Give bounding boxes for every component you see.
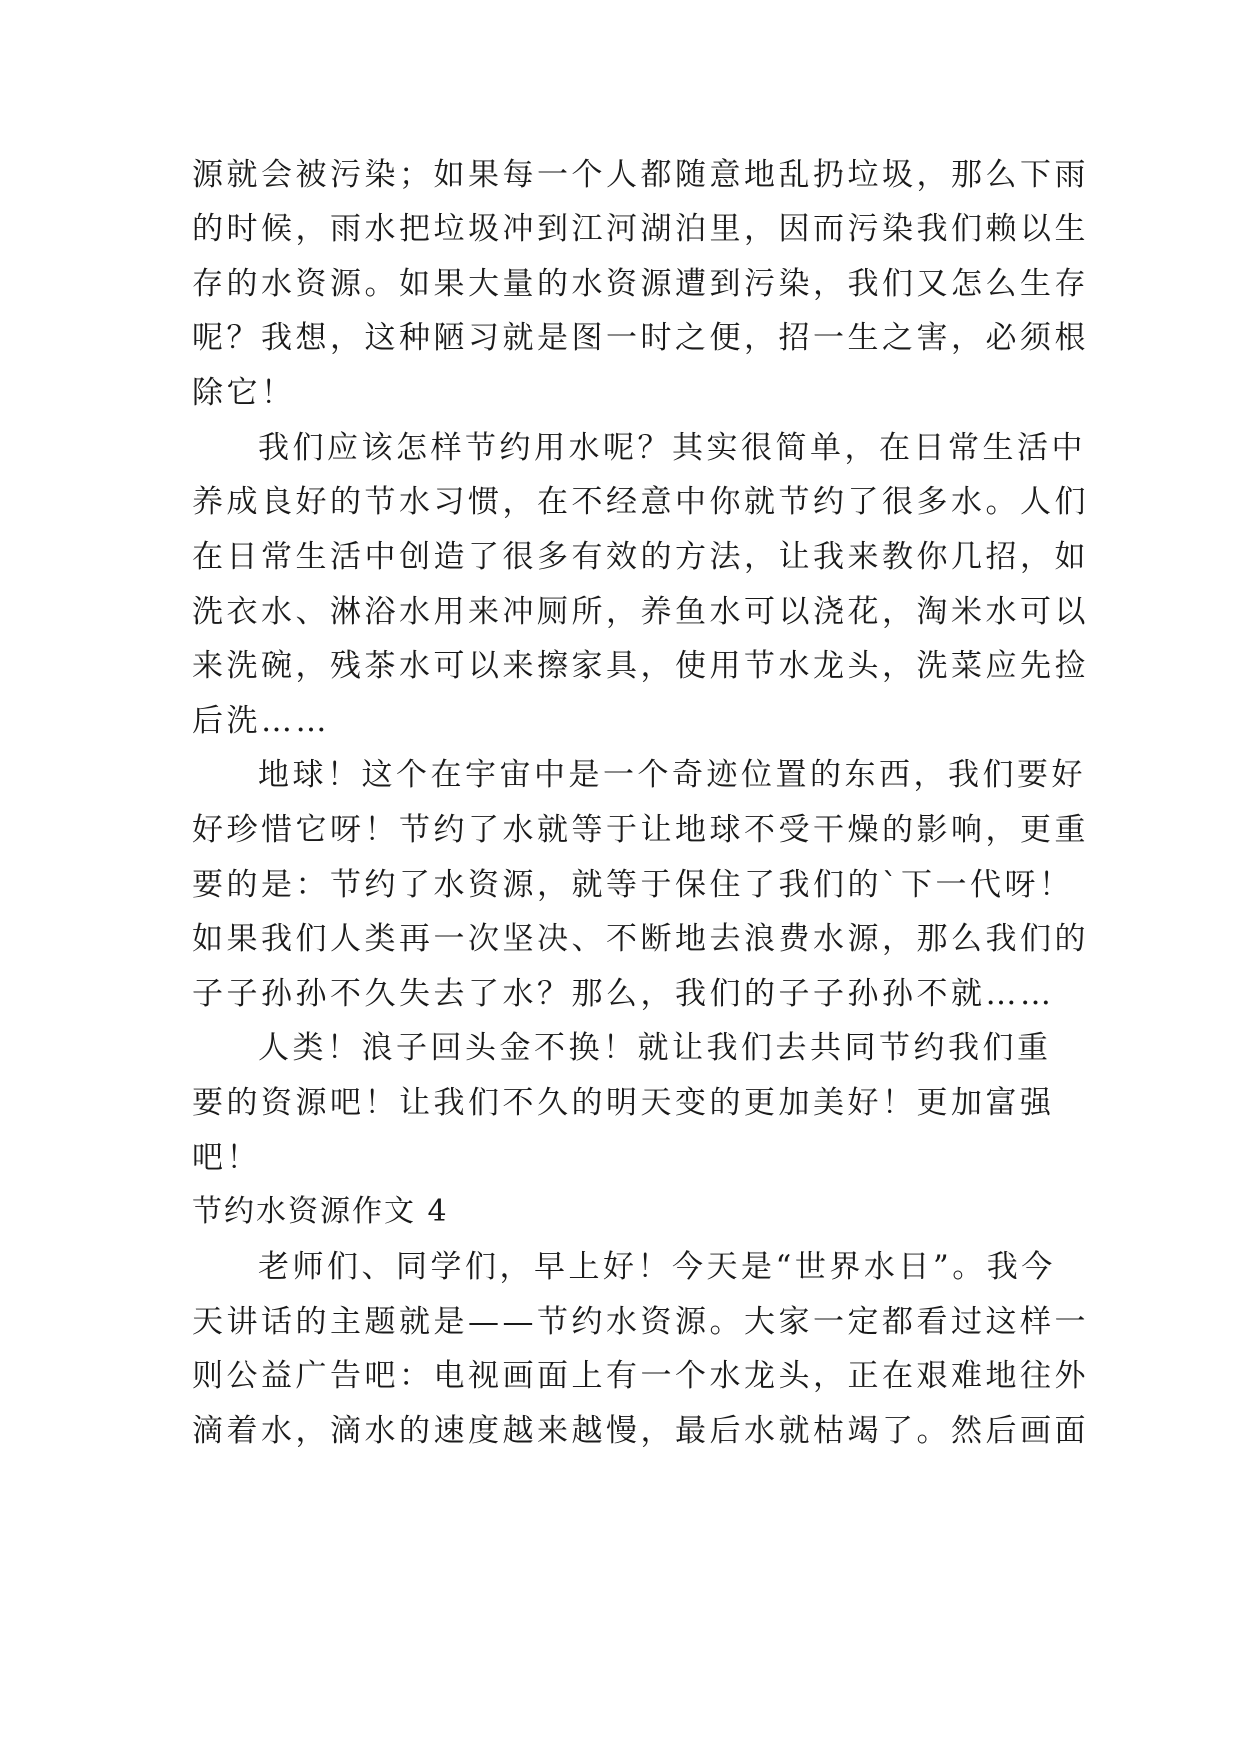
paragraph-line: 在日常生活中创造了很多有效的方法，让我来教你几招，如 <box>192 539 1089 575</box>
paragraph-line: 呢？我想，这种陋习就是图一时之便，招一生之害，必须根 <box>192 320 1089 356</box>
paragraph-line: 源就会被污染；如果每一个人都随意地乱扔垃圾，那么下雨 <box>192 157 1089 193</box>
paragraph-line: 养成良好的节水习惯，在不经意中你就节约了很多水。人们 <box>192 484 1089 520</box>
paragraph-line: 存的水资源。如果大量的水资源遭到污染，我们又怎么生存 <box>192 266 1089 302</box>
paragraph-line: 后洗…… <box>192 703 330 739</box>
paragraph-line: 滴着水，滴水的速度越来越慢，最后水就枯竭了。然后画面 <box>192 1413 1089 1449</box>
paragraph-line: 我们应该怎样节约用水呢？其实很简单，在日常生活中 <box>258 430 1086 466</box>
paragraph-line: 如果我们人类再一次坚决、不断地去浪费水源，那么我们的 <box>192 921 1089 957</box>
paragraph-line: 来洗碗，残茶水可以来擦家具，使用节水龙头，洗菜应先捡 <box>192 648 1089 684</box>
paragraph-line: 洗衣水、淋浴水用来冲厕所，养鱼水可以浇花，淘米水可以 <box>192 594 1089 630</box>
paragraph-line: 子子孙孙不久失去了水？那么，我们的子子孙孙不就…… <box>192 976 1055 1012</box>
paragraph-line: 地球！这个在宇宙中是一个奇迹位置的东西，我们要好 <box>258 757 1086 793</box>
paragraph-line: 要的是：节约了水资源，就等于保住了我们的`下一代呀！ <box>192 867 1074 903</box>
paragraph-line: 吧！ <box>192 1140 261 1176</box>
section-heading: 节约水资源作文 4 <box>192 1194 449 1229</box>
paragraph-line: 要的资源吧！让我们不久的明天变的更加美好！更加富强 <box>192 1085 1055 1121</box>
paragraph-line: 除它！ <box>192 375 296 411</box>
paragraph-line: 天讲话的主题就是——节约水资源。大家一定都看过这样一 <box>192 1304 1089 1340</box>
paragraph-line: 好珍惜它呀！节约了水就等于让地球不受干燥的影响，更重 <box>192 812 1089 848</box>
paragraph-line: 的时候，雨水把垃圾冲到江河湖泊里，因而污染我们赖以生 <box>192 211 1089 247</box>
paragraph-line: 老师们、同学们，早上好！今天是“世界水日”。我今 <box>258 1249 1056 1285</box>
paragraph-line: 人类！浪子回头金不换！就让我们去共同节约我们重 <box>258 1030 1052 1066</box>
paragraph-line: 则公益广告吧：电视画面上有一个水龙头，正在艰难地往外 <box>192 1358 1089 1394</box>
